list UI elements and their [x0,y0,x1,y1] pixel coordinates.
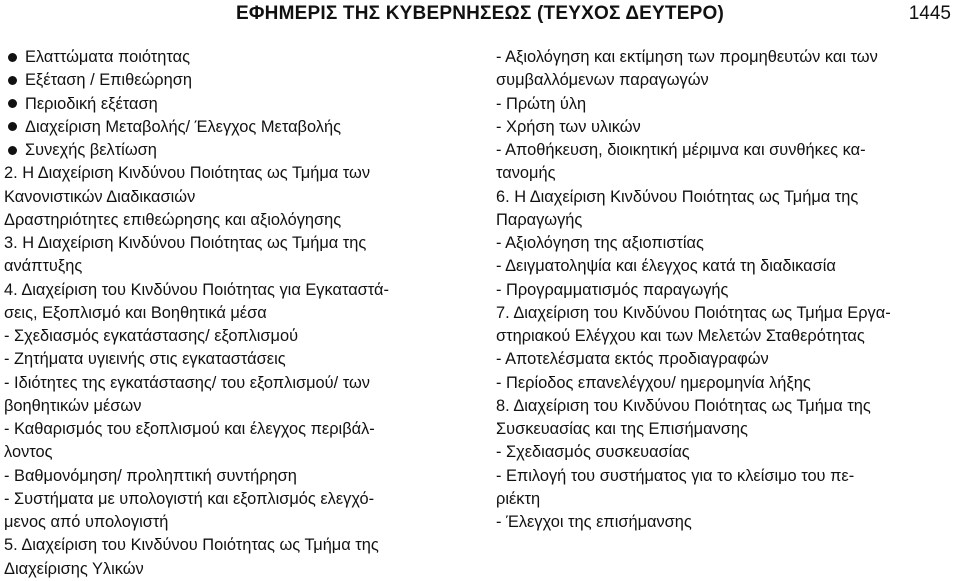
page-header [0,0,959,34]
page-number: 1445 [908,3,951,24]
text-line: - Περίοδος επανελέγχου/ ημερομηνία λήξης [496,373,811,392]
text-line: Κανονιστικών Διαδικασιών [4,187,196,206]
bullet-list-item: Εξέταση / Επιθεώρηση [4,69,476,92]
text-line: μενος από υπολογιστή [4,513,169,531]
text-line: - Αξιολόγηση και εκτίμηση των προμηθευτών και των [496,48,878,66]
text-line: 3. Η Διαχείριση Κινδύνου Ποιότητας ως Τμήμα της [4,234,367,252]
text-line: ριέκτη [496,489,541,508]
text-line: - Ζητήματα υγιεινής στις εγκαταστάσεις [4,350,286,369]
text-line: 8. Διαχείριση του Κινδύνου Ποιότητας ως Τμήμα της [496,396,871,415]
bullet-list-item: Συνεχής βελτίωση [4,139,476,162]
text-line: - Σχεδιασμός συσκευασίας [496,443,690,462]
text-line: - Αξιολόγηση της αξιοπιστίας [496,234,704,252]
text-line: 6. Η Διαχείριση Κινδύνου Ποιότητας ως Τμήμα της [496,187,859,206]
bullet-list-item: Ελαττώματα ποιότητας [4,46,476,69]
text-line: - Αποτελέσματα εκτός προδιαγραφών [496,350,769,369]
text-line: - Προγραμματισμός παραγωγής [496,280,729,299]
text-line: - Συστήματα με υπολογιστή και εξοπλισμός ελεγχό- [4,489,375,508]
text-line: - Δειγματοληψία και έλεγχος κατά τη διαδικασία [496,257,836,276]
text-line: - Χρήση των υλικών [496,117,641,136]
text-line: λοντος [4,443,53,462]
bullet-list-item: Διαχείριση Μεταβολής/ Έλεγχος Μεταβολής [4,116,476,139]
text-line: τανομής [496,164,556,183]
text-line: στηριακού Ελέγχου και των Μελετών Σταθερότητας [496,327,865,345]
text-line: βοηθητικών μέσων [4,396,142,415]
text-line: - Έλεγχοι της επισήμανσης [496,513,692,531]
text-line: σεις, Εξοπλισμό και Βοηθητικά μέσα [4,303,267,322]
text-line: συμβαλλόμενων παραγωγών [496,71,709,90]
text-line: - Αποθήκευση, διοικητική μέριμνα και συνθήκες κα- [496,141,866,159]
bullet-list-item: Περιοδική εξέταση [4,93,476,116]
text-line: Δραστηριότητες επιθεώρησης και αξιολόγησης [4,210,342,229]
text-line: - Σχεδιασμός εγκατάστασης/ εξοπλισμού [4,327,299,345]
text-line: 7. Διαχείριση του Κινδύνου Ποιότητας ως Τμήμα Εργα- [496,303,891,322]
text-line: 5. Διαχείριση του Κινδύνου Ποιότητας ως Τμήμα της [4,536,379,555]
text-line: 2. Η Διαχείριση Κινδύνου Ποιότητας ως Τμήμα των [4,164,371,183]
text-line: - Ιδιότητες της εγκατάστασης/ του εξοπλισμού/ των [4,373,370,392]
gazette-title: ΕΦΗΜΕΡΙΣ ΤΗΣ ΚΥΒΕΡΝΗΣΕΩΣ (ΤΕΥΧΟΣ ΔΕΥΤΕΡΟ) [236,3,724,24]
text-line: 4. Διαχείριση του Κινδύνου Ποιότητας για Εγκαταστά- [4,280,389,299]
text-line: - Επιλογή του συστήματος για το κλείσιμο του πε- [496,466,855,485]
text-line: Συσκευασίας και της Επισήμανσης [496,420,748,438]
text-line: - Καθαρισμός του εξοπλισμού και έλεγχος περιβάλ- [4,420,375,438]
text-line: Διαχείρισης Υλικών [4,559,144,578]
text-line: ανάπτυξης [4,257,83,276]
text-line: Παραγωγής [496,210,583,229]
right-column [496,46,956,534]
left-column [4,46,476,581]
text-line: - Βαθμονόμηση/ προληπτική συντήρηση [4,466,297,485]
text-line: - Πρώτη ύλη [496,94,587,113]
